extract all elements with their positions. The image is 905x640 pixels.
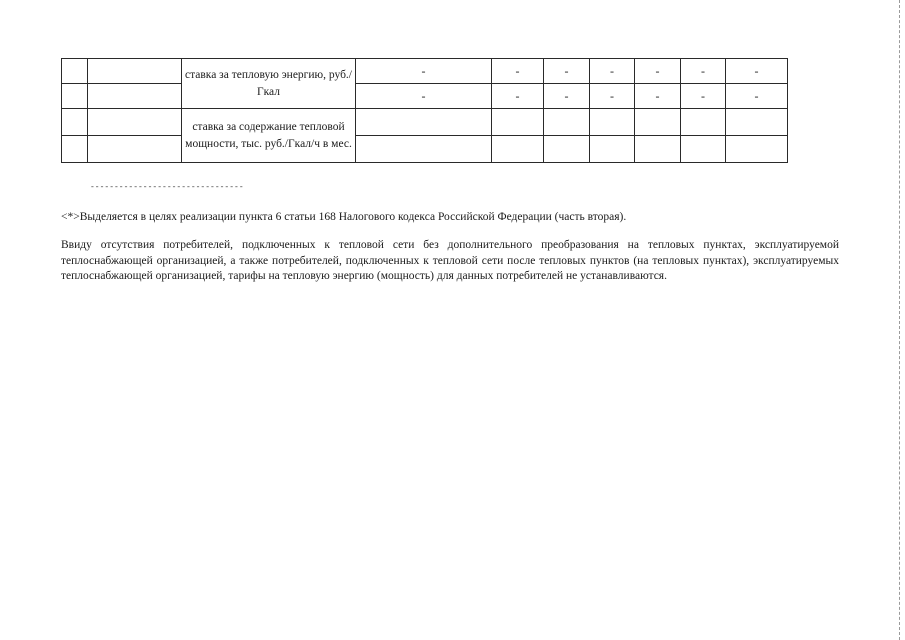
table-cell xyxy=(635,109,681,136)
table-cell xyxy=(88,109,182,136)
table-cell: - xyxy=(544,59,590,84)
table-cell: - xyxy=(356,59,492,84)
rate-capacity-label: ставка за содержание тепловой мощности, тыс. руб./Гкал/ч в мес. xyxy=(182,109,356,163)
table-cell xyxy=(635,136,681,163)
scan-edge-mark xyxy=(899,0,903,640)
table-cell: - xyxy=(544,84,590,109)
footnote-text: <*>Выделяется в целях реализации пункта 6 статьи 168 Налогового кодекса Российской Федерации (часть вторая). xyxy=(61,211,627,223)
table-cell: - xyxy=(492,59,544,84)
table-cell xyxy=(356,109,492,136)
table-cell: - xyxy=(681,59,726,84)
table-row xyxy=(62,84,788,109)
table-cell xyxy=(681,136,726,163)
table-cell xyxy=(62,136,88,163)
table-cell xyxy=(356,136,492,163)
table-cell: - xyxy=(726,59,788,84)
table-cell: - xyxy=(590,59,635,84)
table-row xyxy=(62,59,788,84)
table-cell xyxy=(88,136,182,163)
table-cell: - xyxy=(635,84,681,109)
table-cell: - xyxy=(681,84,726,109)
table-cell xyxy=(544,109,590,136)
table-cell xyxy=(62,109,88,136)
table-cell: - xyxy=(356,84,492,109)
table-cell xyxy=(544,136,590,163)
table-cell xyxy=(62,84,88,109)
explanation-paragraph: Ввиду отсутствия потребителей, подключенных к тепловой сети без дополнительного преобразования на тепловых пунктах, эксплуатируемой теплоснабжающей организацией, а также потребителей, подключенных к тепловой сети после тепловых пунктов (на тепловых пунктах), эксплуатируемых теплоснабжающей организацией, тарифы на тепловую энергию (мощность) для данных потребителей не устанавливаются. xyxy=(61,239,839,282)
table-cell xyxy=(492,136,544,163)
table-cell: - xyxy=(590,84,635,109)
table-row xyxy=(62,109,788,136)
table-row xyxy=(62,136,788,163)
table-cell xyxy=(492,109,544,136)
table-cell xyxy=(681,109,726,136)
table-cell xyxy=(726,109,788,136)
table-cell xyxy=(62,59,88,84)
table-cell: - xyxy=(726,84,788,109)
footnote-separator: -------------------------------- xyxy=(90,183,244,192)
table-cell: - xyxy=(492,84,544,109)
rate-energy-label: ставка за тепловую энергию, руб./Гкал xyxy=(182,59,356,109)
table-cell xyxy=(590,109,635,136)
table-cell: - xyxy=(635,59,681,84)
table-cell xyxy=(88,84,182,109)
tariff-table xyxy=(61,58,788,163)
table-cell xyxy=(88,59,182,84)
table-cell xyxy=(726,136,788,163)
table-cell xyxy=(590,136,635,163)
